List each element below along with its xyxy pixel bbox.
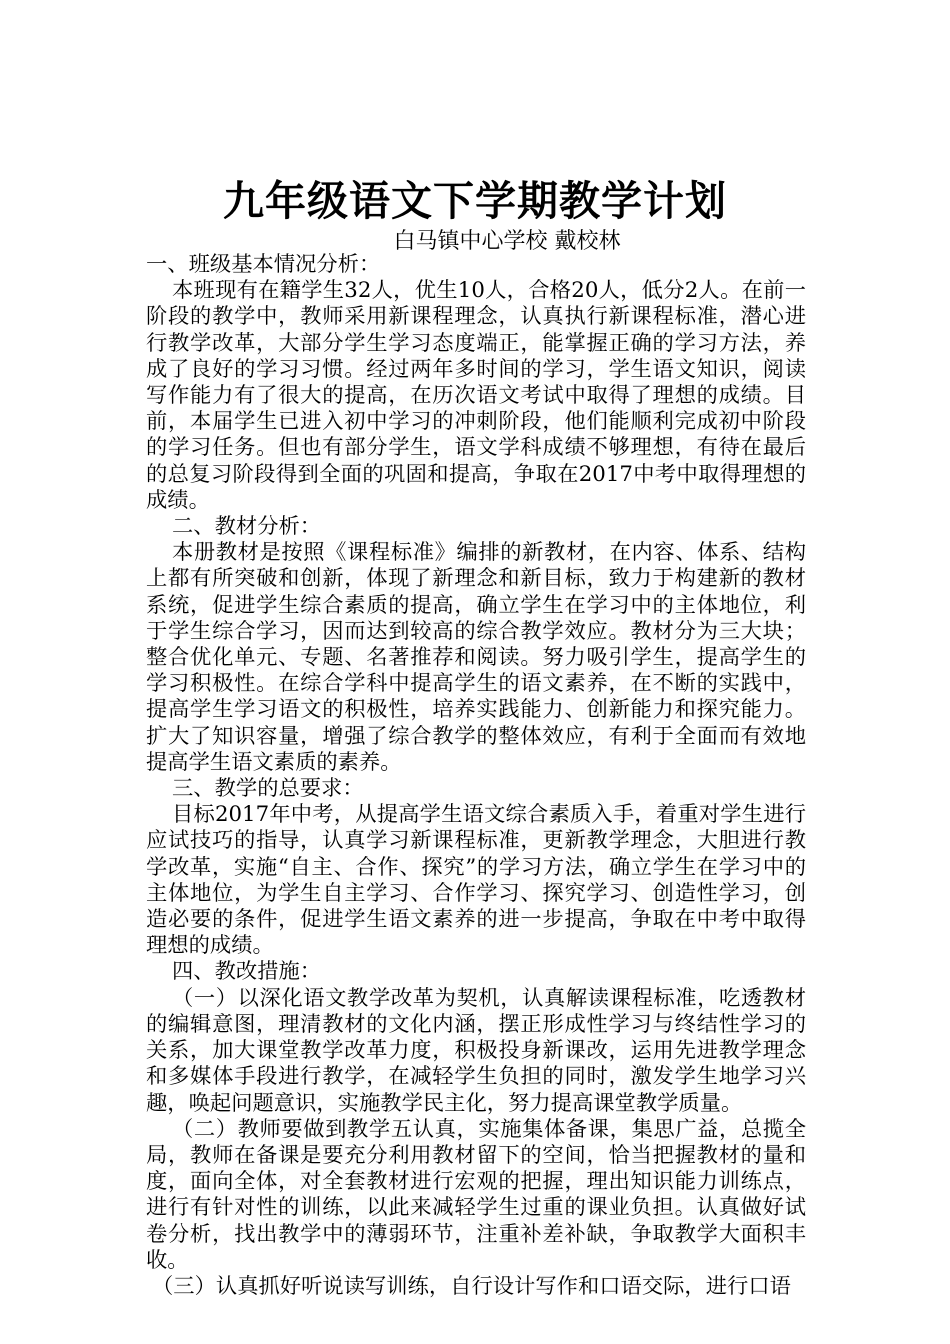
document-title: 九年级语文下学期教学计划 [223, 177, 727, 225]
paragraph-teaching-requirements: 目标2017年中考，从提高学生语文综合素质入手，着重对学生进行应试技巧的指导，认真学习新课程标准，更新教学理念，大胆进行教学改革，实施“自主、合作、探究”的学习方法，确立学生在学习中的主体地位，为学生自主学习、合作学习、探究学习、创造性学习，创造必要的条件，促进学生语文素养的进一步提高，争取在中考中取得理想的成绩。 [146, 802, 806, 959]
paragraph-measure-2: （二）教师要做到教学五认真，实施集体备课，集思广益，总揽全局，教师在备课是要充分利用教材留下的空间，恰当把握教材的量和度，面向全体，对全套教材进行宏观的把握，理出知识能力训练点，进行有针对性的训练，以此来减轻学生过重的课业负担。认真做好试卷分析，找出教学中的薄弱环节，注重补差补缺，争取教学大面积丰收。 [146, 1116, 806, 1273]
section-heading-3: 三、教学的总要求： [172, 776, 364, 802]
paragraph-textbook-analysis: 本册教材是按照《课程标准》编排的新教材，在内容、体系、结构上都有所突破和创新，体现了新理念和新目标，致力于构建新的教材系统，促进学生综合素质的提高，确立学生在学习中的主体地位，利于学生综合学习，因而达到较高的综合教学效应。教材分为三大块；整合优化单元、专题、名著推荐和阅读。努力吸引学生，提高学生的学习积极性。在综合学科中提高学生的语文素养，在不断的实践中，提高学生学习语文的积极性，培养实践能力、创新能力和探究能力。扩大了知识容量，增强了综合教学的整体效应，有利于全面而有效地提高学生语文素质的素养。 [146, 540, 806, 775]
paragraph-class-analysis: 本班现有在籍学生32人，优生10人，合格20人，低分2人。在前一阶段的教学中，教师采用新课程理念，认真执行新课程标准，潜心进行教学改革，大部分学生学习态度端正，能掌握正确的学习方法，养成了良好的学习习惯。经过两年多时间的学习，学生语文知识，阅读写作能力有了很大的提高，在历次语文考试中取得了理想的成绩。目前，本届学生已进入初中学习的冲刺阶段，他们能顺利完成初中阶段的学习任务。但也有部分学生，语文学科成绩不够理想，有待在最后的总复习阶段得到全面的巩固和提高，争取在2017中考中取得理想的成绩。 [146, 278, 806, 513]
document-body [146, 252, 806, 1300]
paragraph-measure-1: （一）以深化语文教学改革为契机，认真解读课程标准，吃透教材的编辑意图，理清教材的文化内涵，摆正形成性学习与终结性学习的关系，加大课堂教学改革力度，积极投身新课改，运用先进教学理念和多媒体手段进行教学，在减轻学生负担的同时，激发学生地学习兴趣，唤起问题意识，实施教学民主化，努力提高课堂教学质量。 [146, 985, 806, 1116]
section-heading-1: 一、班级基本情况分析： [146, 252, 381, 277]
document-byline: 白马镇中心学校 戴校林 [393, 229, 621, 254]
section-heading-4: 四、教改措施： [172, 959, 322, 985]
paragraph-measure-3: （三）认真抓好听说读写训练，自行设计写作和口语交际，进行口语 [152, 1273, 791, 1299]
section-heading-2: 二、教材分析： [172, 514, 322, 540]
